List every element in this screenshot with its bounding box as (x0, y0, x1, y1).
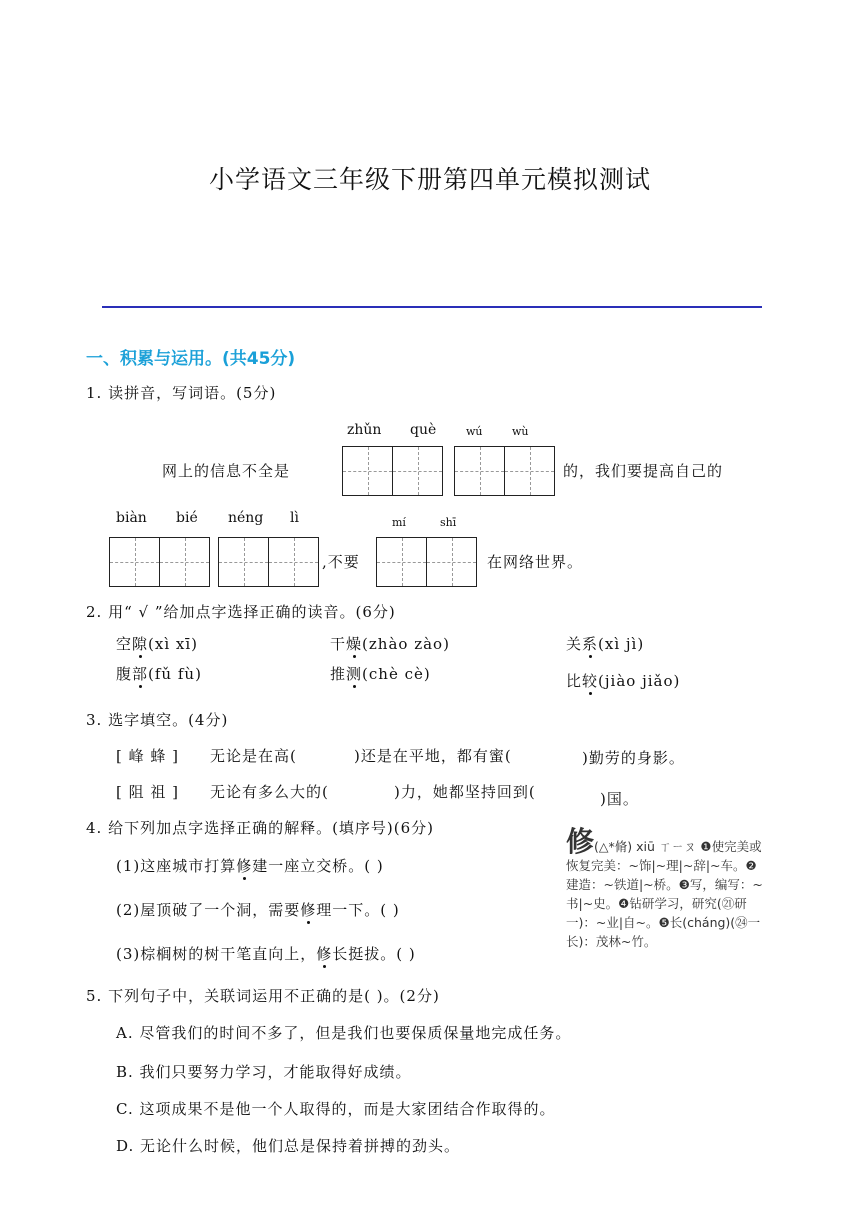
pinyin-que: què (410, 422, 437, 438)
q3-line1-a: 无论是在高( (210, 747, 297, 765)
answer-grid-wuwu[interactable] (454, 446, 555, 496)
pinyin-neng: néng (228, 510, 264, 526)
q5-option-d[interactable]: D. 无论什么时候，他们总是保持着拼搏的劲头。 (116, 1137, 461, 1155)
q2-item-tuice[interactable]: 推测(chè cè) (330, 665, 431, 683)
pinyin-bie: bié (176, 510, 198, 526)
q4-item-2[interactable]: (2)屋顶破了一个洞，需要修理一下。( ) (116, 901, 400, 919)
q4-item-1[interactable]: (1)这座城市打算修建一座立交桥。( ) (116, 857, 384, 875)
answer-grid-mishi[interactable] (376, 537, 477, 587)
q3-line1-c[interactable]: )勤劳的身影。 (582, 749, 685, 767)
pinyin-li: lì (290, 510, 299, 526)
q1-text-4: 在网络世界。 (487, 553, 584, 571)
pinyin-wu1: wú (466, 425, 483, 438)
q2-item-ganzao[interactable]: 干燥(zhào zào) (330, 635, 450, 653)
q3-line2-a: 无论有多么大的( (210, 783, 329, 801)
page-title: 小学语文三年级下册第四单元模拟测试 (208, 165, 651, 194)
q2-item-fubu[interactable]: 腹部(fǔ fù) (116, 665, 202, 683)
q4-item-3[interactable]: (3)棕榈树的树干笔直向上，修长挺拔。( ) (116, 945, 416, 963)
dict-definition: xiū ㄒㄧㄡ ❶使完美或恢复完美：~饰|~理|~辞|~车。❷建造：~铁道|~桥。❸写，编写：~书|~史。❹钻研学习，研究(㉑研一)：~业|自~。❺长(cháng)(㉔一长)：茂林~竹。 (566, 839, 763, 949)
q2-item-bijiao[interactable]: 比较(jiào jiǎo) (566, 672, 681, 690)
question-1-stem: 1. 读拼音，写词语。(5分) (86, 384, 277, 402)
q1-text-3: ,不要 (322, 553, 360, 571)
question-4-stem: 4. 给下列加点字选择正确的解释。(填序号)(6分) (86, 819, 435, 837)
q3-options-1: [ 峰 蜂 ] (116, 747, 180, 765)
pinyin-wu2: wù (512, 425, 529, 438)
q1-text-2: 的，我们要提高自己的 (563, 462, 724, 480)
pinyin-bian: biàn (116, 510, 147, 526)
q3-options-2: [ 阻 祖 ] (116, 783, 180, 801)
question-5-stem: 5. 下列句子中，关联词运用不正确的是( )。(2分) (86, 987, 440, 1005)
q1-text-1: 网上的信息不全是 (162, 462, 291, 480)
q3-line1-b[interactable]: )还是在平地，都有蜜( (354, 747, 512, 765)
answer-grid-bianbie[interactable] (109, 537, 210, 587)
pinyin-shi: shī (440, 516, 457, 529)
pinyin-zhun: zhǔn (347, 422, 382, 438)
question-3-stem: 3. 选字填空。(4分) (86, 711, 229, 729)
answer-grid-zhunque[interactable] (342, 446, 443, 496)
q3-line2-b[interactable]: )力，她都坚持回到( (394, 783, 536, 801)
dict-headword: 修 (566, 825, 595, 858)
title-divider (102, 306, 762, 308)
dictionary-entry-image (566, 825, 766, 980)
q5-option-a[interactable]: A. 尽管我们的时间不多了，但是我们也要保质保量地完成任务。 (116, 1024, 572, 1042)
q5-option-c[interactable]: C. 这项成果不是他一个人取得的，而是大家团结合作取得的。 (116, 1100, 556, 1118)
answer-grid-nengli[interactable] (218, 537, 319, 587)
question-2-stem: 2. 用“ √ ”给加点字选择正确的读音。(6分) (86, 603, 396, 621)
q3-line2-c[interactable]: )国。 (600, 790, 639, 808)
q2-item-guanxi[interactable]: 关系(xì jì) (566, 635, 645, 653)
q2-item-kongxi[interactable]: 空隙(xì xī) (116, 635, 199, 653)
section-heading: 一、积累与运用。(共45分) (86, 349, 296, 369)
q5-option-b[interactable]: B. 我们只要努力学习，才能取得好成绩。 (116, 1063, 412, 1081)
pinyin-mi: mí (392, 516, 406, 529)
dict-variant: (△*脩) (594, 839, 633, 854)
